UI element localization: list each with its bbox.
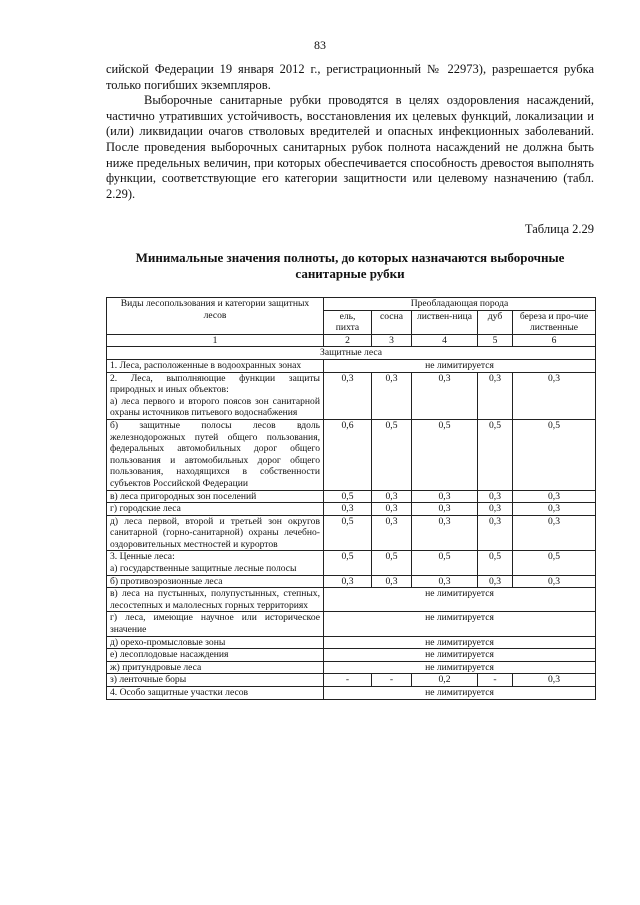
paragraph-continued: сийской Федерации 19 января 2012 г., регистрационный № 22973), разрешается рубка только погибших экземпляров.	[106, 62, 594, 92]
value-cell: 0,3	[412, 503, 478, 516]
row-name: в) леса на пустынных, полупустынных, степных, лесостепных и малолесных горных территориях	[107, 588, 324, 612]
row-name: 1. Леса, расположенные в водоохранных зонах	[107, 359, 324, 372]
norms-table	[106, 297, 596, 700]
column-number: 2	[324, 334, 372, 347]
column-number: 1	[107, 334, 324, 347]
header-species-group: Преобладающая порода	[324, 298, 596, 311]
table-row	[107, 687, 596, 700]
row-name: г) леса, имеющие научное или историческое значение	[107, 612, 324, 636]
table-row	[107, 503, 596, 516]
row-name: д) леса первой, второй и третьей зон округов санитарной (горно-санитарной) охраны лечебно-оздоровительных местностей и курортов	[107, 515, 324, 551]
table-row	[107, 359, 596, 372]
header-species: сосна	[372, 310, 412, 334]
value-cell: -	[372, 674, 412, 687]
not-limited-cell: не лимитируется	[324, 649, 596, 662]
value-cell: 0,3	[513, 674, 596, 687]
header-species: листвен-ница	[412, 310, 478, 334]
row-name: 3. Ценные леса: а) государственные защитные лесные полосы	[107, 551, 324, 575]
value-cell: 0,5	[513, 419, 596, 490]
row-name: ж) притундровые леса	[107, 661, 324, 674]
row-name: 4. Особо защитные участки лесов	[107, 687, 324, 700]
table-row	[107, 674, 596, 687]
value-cell: 0,3	[513, 575, 596, 588]
value-cell: 0,3	[513, 503, 596, 516]
column-number: 5	[478, 334, 513, 347]
value-cell: 0,2	[412, 674, 478, 687]
value-cell: 0,3	[324, 503, 372, 516]
row-name: з) ленточные боры	[107, 674, 324, 687]
not-limited-cell: не лимитируется	[324, 661, 596, 674]
value-cell: 0,5	[513, 551, 596, 575]
table-row	[107, 372, 596, 419]
value-cell: 0,3	[372, 372, 412, 419]
value-cell: 0,3	[478, 575, 513, 588]
value-cell: 0,5	[412, 551, 478, 575]
row-name: г) городские леса	[107, 503, 324, 516]
row-name: б) защитные полосы лесов вдоль железнодорожных путей общего пользования, федеральных автомобильных дорог общего пользования и автомобильных дорог общего пользования, находящихся в собственности субъектов Российской Федерации	[107, 419, 324, 490]
row-name: 2. Леса, выполняющие функции защиты природных и иных объектов: а) леса первого и второго поясов зон санитарной охраны источников питьевого водоснабжения	[107, 372, 324, 419]
value-cell: 0,3	[324, 372, 372, 419]
column-number: 4	[412, 334, 478, 347]
value-cell: 0,5	[372, 551, 412, 575]
table-row	[107, 661, 596, 674]
header-species: береза и про-чие лиственные	[513, 310, 596, 334]
table-row	[107, 515, 596, 551]
value-cell: 0,6	[324, 419, 372, 490]
not-limited-cell: не лимитируется	[324, 359, 596, 372]
value-cell: 0,5	[478, 419, 513, 490]
value-cell: 0,3	[478, 490, 513, 503]
column-number: 6	[513, 334, 596, 347]
value-cell: 0,3	[324, 575, 372, 588]
value-cell: 0,3	[372, 503, 412, 516]
value-cell: 0,3	[478, 515, 513, 551]
row-name: е) лесоплодовые насаждения	[107, 649, 324, 662]
table-row	[107, 636, 596, 649]
value-cell: 0,3	[412, 372, 478, 419]
value-cell: 0,3	[478, 503, 513, 516]
not-limited-cell: не лимитируется	[324, 612, 596, 636]
value-cell: 0,3	[372, 575, 412, 588]
value-cell: 0,5	[324, 515, 372, 551]
table-label: Таблица 2.29	[524, 222, 594, 236]
row-name: д) орехо-промысловые зоны	[107, 636, 324, 649]
section-heading: Защитные леса	[107, 347, 596, 360]
table-row	[107, 551, 596, 575]
not-limited-cell: не лимитируется	[324, 636, 596, 649]
value-cell: -	[478, 674, 513, 687]
not-limited-cell: не лимитируется	[324, 687, 596, 700]
header-species: дуб	[478, 310, 513, 334]
header-land-use: Виды лесопользования и категории защитных лесов	[107, 298, 324, 335]
value-cell: 0,3	[412, 575, 478, 588]
value-cell: 0,3	[513, 490, 596, 503]
value-cell: 0,3	[372, 490, 412, 503]
table-body	[107, 347, 596, 699]
value-cell: 0,3	[513, 372, 596, 419]
value-cell: 0,5	[324, 490, 372, 503]
header-species: ель, пихта	[324, 310, 372, 334]
value-cell: 0,3	[478, 372, 513, 419]
value-cell: 0,5	[412, 419, 478, 490]
value-cell: 0,5	[324, 551, 372, 575]
value-cell: 0,3	[372, 515, 412, 551]
paragraph: Выборочные санитарные рубки проводятся в целях оздоровления насаждений, частично утративших устойчивость, восстановления их целевых функций, локализации и (или) ликвидации очагов стволовых вредителей и опасных инфекционных заболеваний. После проведения выборочных санитарных рубок полнота насаждений не должна быть ниже предельных величин, при которых обеспечивается способность древостоя выполнять функции, соответствующие его категории защитности или целевому назначению (табл. 2.29).	[106, 93, 594, 201]
table-row	[107, 575, 596, 588]
row-name: в) леса пригородных зон поселений	[107, 490, 324, 503]
table-row	[107, 588, 596, 612]
row-name: б) противоэрозионные леса	[107, 575, 324, 588]
value-cell: 0,5	[478, 551, 513, 575]
table-row	[107, 612, 596, 636]
value-cell: 0,3	[412, 490, 478, 503]
table-row	[107, 419, 596, 490]
column-number: 3	[372, 334, 412, 347]
value-cell: 0,5	[372, 419, 412, 490]
value-cell: -	[324, 674, 372, 687]
value-cell: 0,3	[513, 515, 596, 551]
table-row	[107, 490, 596, 503]
value-cell: 0,3	[412, 515, 478, 551]
body-text	[106, 62, 594, 202]
table-row	[107, 649, 596, 662]
not-limited-cell: не лимитируется	[324, 588, 596, 612]
page-number: 83	[314, 38, 326, 52]
table-title: Минимальные значения полноты, до которых назначаются выборочные санитарные рубки	[135, 250, 565, 281]
